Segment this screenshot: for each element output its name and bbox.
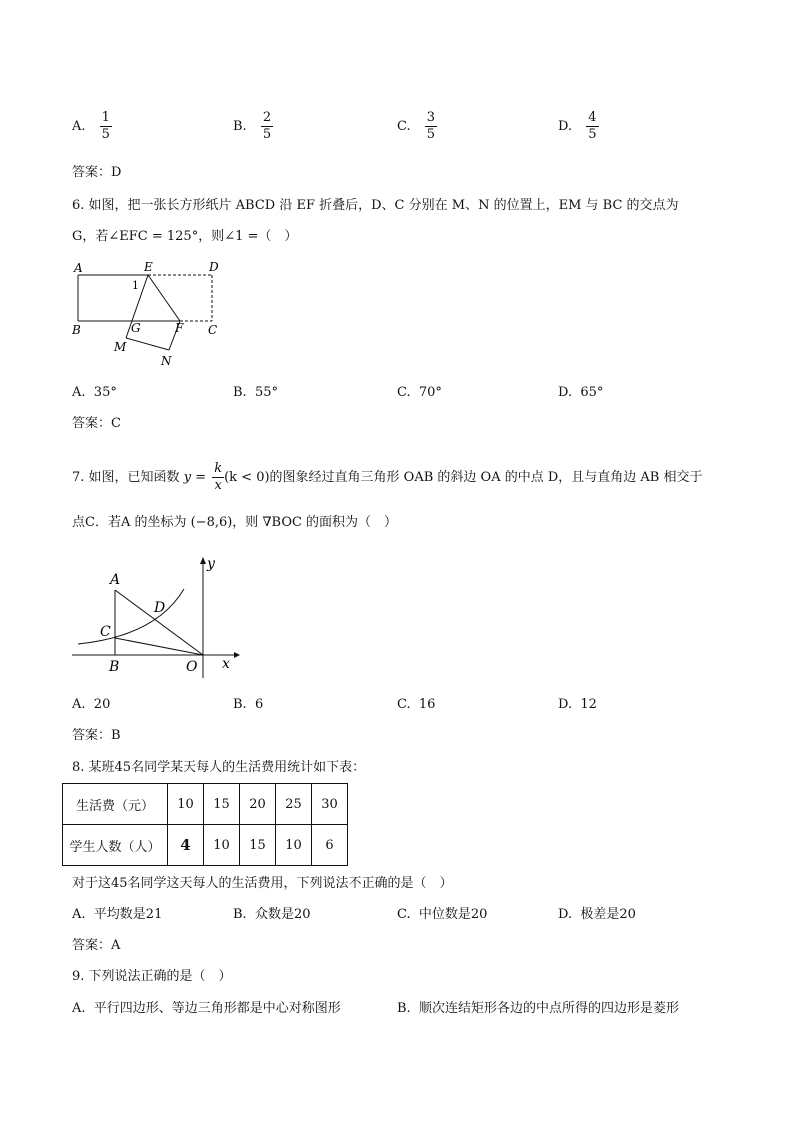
table-cell: 10 [204, 825, 240, 866]
label-b: B [109, 659, 120, 675]
table-cell: 30 [312, 784, 348, 825]
q8-answer: 答案：A [72, 938, 121, 953]
table-cell: 4 [168, 825, 204, 866]
option-letter: D. [558, 119, 573, 134]
table-cell: 6 [312, 825, 348, 866]
label-x: x [222, 656, 230, 672]
denominator: 5 [101, 127, 110, 142]
option-letter: C. [397, 119, 411, 134]
q9-stem: 9. 下列说法正确的是（ ） [72, 969, 232, 984]
q5-answer: 答案：D [72, 165, 122, 180]
option-text: 中位数是20 [418, 907, 488, 922]
label-m: M [114, 340, 127, 354]
q9-option-a [72, 1000, 341, 1018]
option-letter: A. [72, 907, 86, 922]
q7-stem-line1 [72, 461, 702, 494]
denominator: 5 [262, 127, 272, 142]
living-expense-table [62, 783, 348, 866]
option-letter: A. [72, 1001, 86, 1016]
option-text: 65° [580, 385, 604, 400]
option-text: 12 [580, 697, 597, 712]
denominator: 5 [426, 127, 436, 142]
option-letter: D. [558, 697, 573, 712]
edge-mn [126, 338, 169, 350]
function-graph-figure [66, 554, 246, 680]
label-c: C [208, 323, 218, 337]
q7-option-b [233, 696, 263, 714]
table-cell: 15 [204, 784, 240, 825]
hyperbola-curve [78, 589, 184, 644]
label-c: C [100, 624, 111, 640]
fold-line-ef [148, 275, 180, 321]
option-letter: B. [397, 1001, 411, 1016]
q5-option-c [397, 110, 437, 143]
option-letter: C. [397, 697, 411, 712]
q8-option-a [72, 906, 162, 924]
angle-1-label: 1 [132, 279, 139, 292]
option-letter: C. [397, 907, 411, 922]
label-a: A [74, 261, 83, 275]
q8-option-d [558, 906, 636, 924]
q6-option-c [397, 384, 442, 402]
folding-figure [60, 256, 240, 372]
table-cell: 20 [240, 784, 276, 825]
option-letter: D. [558, 385, 573, 400]
option-text: 16 [418, 697, 436, 712]
q6-answer: 答案：C [72, 416, 121, 431]
q8-stem: 8. 某班45名同学某天每人的生活费用统计如下表： [72, 760, 366, 775]
q8-option-b [233, 906, 311, 924]
q7-stem-line2: 点C．若A 的坐标为 (−8,6)，则 ∇BOC 的面积为（ ） [72, 515, 398, 530]
label-b: B [72, 323, 81, 337]
numerator: k [214, 461, 223, 476]
option-letter: C. [397, 385, 411, 400]
option-letter: B. [233, 907, 247, 922]
q6-option-a [72, 384, 117, 402]
q6-stem-line2: G，若∠EFC = 125°，则∠1 =（ ） [72, 229, 298, 244]
denominator: 5 [588, 127, 597, 142]
label-a: A [110, 572, 121, 588]
table-row [63, 825, 348, 866]
option-letter: D. [558, 907, 573, 922]
fraction-k-over-x [212, 461, 224, 494]
q7-option-c [397, 696, 435, 714]
option-text: 顺次连结矩形各边的中点所得的四边形是菱形 [418, 1001, 679, 1016]
table-header-cell: 生活费（元） [63, 784, 168, 825]
q6-stem-line1: 6. 如图，把一张长方形纸片 ABCD 沿 EF 折叠后，D、C 分别在 M、N 的位置上，EM 与 BC 的交点为 [72, 198, 679, 213]
option-letter: B. [233, 697, 247, 712]
table-cell: 15 [240, 825, 276, 866]
q8-option-c [397, 906, 487, 924]
numerator: 4 [588, 110, 597, 125]
q6-option-d [558, 384, 603, 402]
label-f: F [175, 321, 184, 335]
q9-option-b [397, 1000, 679, 1018]
table-row [63, 784, 348, 825]
option-text: 35° [93, 385, 117, 400]
q5-option-a [72, 110, 112, 143]
q6-option-b [233, 384, 278, 402]
option-text: 6 [254, 697, 264, 712]
x-axis-arrow [234, 652, 240, 658]
option-text: 20 [93, 697, 111, 712]
q5-option-d [558, 110, 599, 143]
fraction [261, 110, 273, 143]
table-cell: 10 [276, 825, 312, 866]
table-header-cell: 学生人数（人） [63, 825, 168, 866]
stem-text: 的图象经过直角三角形 OAB 的斜边 OA 的中点 D，且与直角边 AB 相交于 [269, 470, 703, 485]
q8-question: 对于这45名同学这天每人的生活费用，下列说法不正确的是（ ） [72, 876, 453, 891]
q7-option-d [558, 696, 597, 714]
option-letter: A. [72, 697, 86, 712]
stem-text: 7. 如图，已知函数 [72, 470, 180, 485]
option-letter: B. [233, 385, 247, 400]
segment-oc [115, 638, 203, 655]
table-cell: 25 [276, 784, 312, 825]
y-axis-arrow [200, 557, 206, 564]
label-d: D [209, 260, 219, 274]
option-text: 极差是20 [580, 907, 636, 922]
numerator: 3 [426, 110, 436, 125]
label-o: O [186, 659, 198, 675]
fraction [100, 110, 112, 143]
condition: (k < 0) [224, 470, 270, 485]
option-letter: A. [72, 119, 86, 134]
label-n: N [161, 354, 172, 368]
table-cell: 10 [168, 784, 204, 825]
option-letter: B. [233, 119, 247, 134]
q7-option-a [72, 696, 110, 714]
q5-option-b [233, 110, 273, 143]
label-d: D [154, 600, 166, 616]
numerator: 1 [101, 110, 110, 125]
fraction [586, 110, 598, 143]
option-text: 70° [418, 385, 442, 400]
label-y: y [207, 556, 215, 572]
label-g: G [131, 321, 141, 335]
option-text: 55° [254, 385, 278, 400]
numerator: 2 [262, 110, 272, 125]
function-lhs: y = [183, 470, 207, 485]
label-e: E [144, 260, 153, 274]
q7-answer: 答案：B [72, 728, 121, 743]
denominator: x [214, 478, 222, 493]
option-text: 平均数是21 [93, 907, 163, 922]
fraction [425, 110, 437, 143]
option-text: 众数是20 [254, 907, 311, 922]
option-letter: A. [72, 385, 86, 400]
option-text: 平行四边形、等边三角形都是中心对称图形 [93, 1001, 341, 1016]
